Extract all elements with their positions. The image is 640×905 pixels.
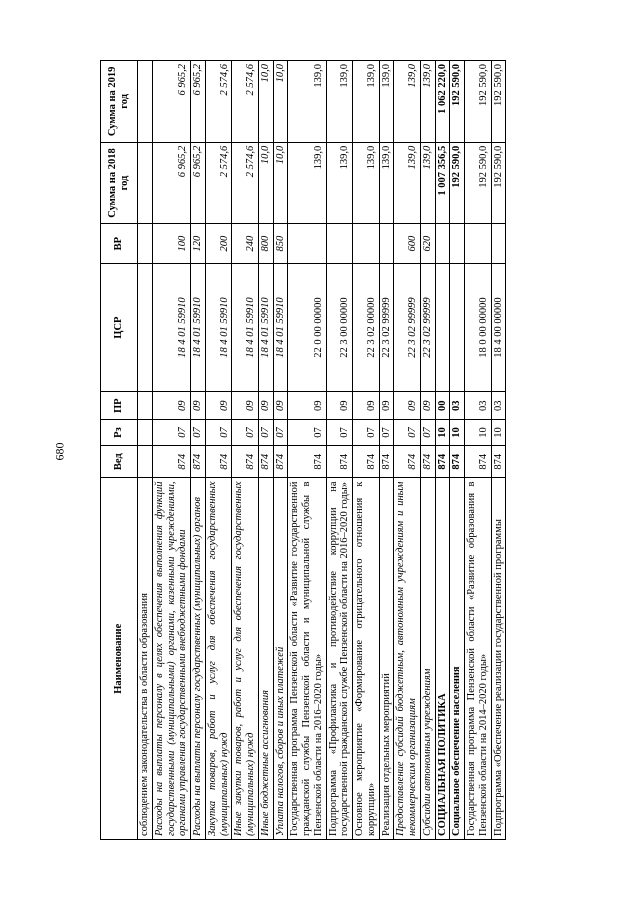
cell-csr: 18 4 01 59910 <box>273 263 288 391</box>
cell-csr: 22 3 02 99999 <box>379 263 394 391</box>
cell-sum-2019: 6 965,2 <box>152 61 190 143</box>
table-header-row <box>101 61 138 840</box>
cell-name: Расходы на выплаты персоналу государственных (муниципальных) органов <box>191 478 206 840</box>
cell-ved: 874 <box>435 445 450 478</box>
cell-rz: 07 <box>288 420 326 446</box>
cell-csr: 18 4 00 00000 <box>491 263 506 391</box>
cell-pr: 03 <box>450 392 465 420</box>
cell-csr: 22 0 00 00000 <box>288 263 326 391</box>
cell-sum-2018: 139,0 <box>288 142 326 224</box>
table-row <box>420 61 435 840</box>
cell-ved: 874 <box>288 445 326 478</box>
cell-csr: 18 0 00 00000 <box>465 263 492 391</box>
cell-vr <box>326 224 353 264</box>
header-pr: ПР <box>101 392 138 420</box>
cell-rz: 07 <box>353 420 380 446</box>
cell-sum-2019: 139,0 <box>353 61 380 143</box>
cell-ved: 874 <box>379 445 394 478</box>
cell-name: Уплата налогов, сборов и иных платежей <box>273 478 288 840</box>
cell-ved: 874 <box>353 445 380 478</box>
table-row <box>450 61 465 840</box>
cell-rz: 07 <box>379 420 394 446</box>
cell-csr: 18 4 01 59910 <box>205 263 232 391</box>
cell-vr: 100 <box>152 224 190 264</box>
cell-vr <box>435 224 450 264</box>
cell-pr: 09 <box>191 392 206 420</box>
cell-csr <box>435 263 450 391</box>
cell-vr: 240 <box>232 224 259 264</box>
table-row <box>273 61 288 840</box>
cell-sum-2019 <box>138 61 153 143</box>
table-row <box>258 61 273 840</box>
cell-sum-2018: 192 590,0 <box>491 142 506 224</box>
cell-pr: 09 <box>420 392 435 420</box>
cell-sum-2019: 2 574,6 <box>205 61 232 143</box>
cell-name: Государственная программа Пензенской области «Развитие государственной гражданской службы Пензенской области и муниципальной службы в Пензенской области на 2016–2020 годы» <box>288 478 326 840</box>
rotated-page <box>100 60 570 840</box>
cell-csr: 22 3 00 00000 <box>326 263 353 391</box>
cell-vr: 200 <box>205 224 232 264</box>
cell-pr: 03 <box>491 392 506 420</box>
cell-sum-2019: 139,0 <box>326 61 353 143</box>
cell-ved: 874 <box>205 445 232 478</box>
cell-name: Государственная программа Пензенской области «Развитие образования в Пензенской области на 2014–2020 годы» <box>465 478 492 840</box>
table-row <box>379 61 394 840</box>
cell-sum-2018: 2 574,6 <box>232 142 259 224</box>
cell-rz: 07 <box>258 420 273 446</box>
table-row <box>353 61 380 840</box>
cell-pr <box>138 392 153 420</box>
table-row <box>491 61 506 840</box>
cell-pr: 09 <box>288 392 326 420</box>
cell-vr <box>465 224 492 264</box>
cell-sum-2018: 192 590,0 <box>450 142 465 224</box>
budget-table <box>100 60 506 840</box>
cell-name: Реализация отдельных мероприятий <box>379 478 394 840</box>
cell-rz: 07 <box>394 420 421 446</box>
cell-ved <box>138 445 153 478</box>
header-csr: ЦСР <box>101 263 138 391</box>
cell-rz: 07 <box>152 420 190 446</box>
cell-pr: 09 <box>273 392 288 420</box>
cell-sum-2019: 10,0 <box>258 61 273 143</box>
cell-csr: 18 4 01 59910 <box>152 263 190 391</box>
cell-ved: 874 <box>191 445 206 478</box>
table-row <box>326 61 353 840</box>
table-row <box>152 61 190 840</box>
cell-csr: 18 4 01 59910 <box>232 263 259 391</box>
cell-vr <box>138 224 153 264</box>
cell-ved: 874 <box>394 445 421 478</box>
cell-sum-2019: 192 590,0 <box>491 61 506 143</box>
cell-vr: 850 <box>273 224 288 264</box>
cell-csr: 22 3 02 00000 <box>353 263 380 391</box>
cell-name: Расходы на выплаты персоналу в целях обеспечения выполнения функций государственными (муниципальными) органами, казенными учреждениями, органами управления государственными внебюджетными фондами <box>152 478 190 840</box>
cell-ved: 874 <box>232 445 259 478</box>
cell-sum-2019: 2 574,6 <box>232 61 259 143</box>
cell-rz: 07 <box>191 420 206 446</box>
cell-name: Предоставление субсидий бюджетным, автономным учреждениям и иным некоммерческим организациям <box>394 478 421 840</box>
cell-ved: 874 <box>258 445 273 478</box>
cell-rz: 07 <box>420 420 435 446</box>
cell-vr: 620 <box>420 224 435 264</box>
cell-sum-2018: 10,0 <box>273 142 288 224</box>
cell-sum-2019: 6 965,2 <box>191 61 206 143</box>
cell-sum-2019: 192 590,0 <box>465 61 492 143</box>
cell-sum-2019: 139,0 <box>420 61 435 143</box>
cell-pr: 09 <box>394 392 421 420</box>
cell-csr: 18 4 01 59910 <box>258 263 273 391</box>
table-row <box>394 61 421 840</box>
cell-vr <box>288 224 326 264</box>
cell-rz: 10 <box>465 420 492 446</box>
cell-pr: 09 <box>232 392 259 420</box>
cell-sum-2018: 139,0 <box>379 142 394 224</box>
cell-sum-2018: 6 965,2 <box>191 142 206 224</box>
cell-vr: 120 <box>191 224 206 264</box>
cell-csr: 22 3 02 99999 <box>394 263 421 391</box>
cell-ved: 874 <box>450 445 465 478</box>
cell-pr: 09 <box>258 392 273 420</box>
cell-sum-2018: 10,0 <box>258 142 273 224</box>
table-row <box>288 61 326 840</box>
cell-pr: 09 <box>326 392 353 420</box>
table-row <box>205 61 232 840</box>
cell-name: Субсидии автономным учреждениям <box>420 478 435 840</box>
cell-sum-2018: 139,0 <box>353 142 380 224</box>
cell-name: Закупка товаров, работ и услуг для обеспечения государственных (муниципальных) нужд <box>205 478 232 840</box>
table-row <box>465 61 492 840</box>
table-row <box>191 61 206 840</box>
cell-sum-2018 <box>138 142 153 224</box>
header-sum-2018: Сумма на 2018 год <box>101 142 138 224</box>
cell-ved: 874 <box>152 445 190 478</box>
table-row <box>435 61 450 840</box>
cell-rz: 07 <box>205 420 232 446</box>
cell-ved: 874 <box>326 445 353 478</box>
header-ved: Вед <box>101 445 138 478</box>
cell-vr: 600 <box>394 224 421 264</box>
cell-sum-2018: 139,0 <box>326 142 353 224</box>
cell-sum-2018: 139,0 <box>420 142 435 224</box>
cell-name: СОЦИАЛЬНАЯ ПОЛИТИКА <box>435 478 450 840</box>
cell-sum-2018: 6 965,2 <box>152 142 190 224</box>
cell-name: соблюдением законодательства в области образования <box>138 478 153 840</box>
cell-ved: 874 <box>465 445 492 478</box>
table-row <box>232 61 259 840</box>
cell-name: Подпрограмма «Обеспечение реализации государственной программы <box>491 478 506 840</box>
cell-csr <box>450 263 465 391</box>
cell-sum-2019: 139,0 <box>379 61 394 143</box>
cell-sum-2018: 139,0 <box>394 142 421 224</box>
cell-rz <box>138 420 153 446</box>
cell-name: Социальное обеспечение населения <box>450 478 465 840</box>
cell-rz: 10 <box>491 420 506 446</box>
cell-sum-2019: 192 590,0 <box>450 61 465 143</box>
cell-pr: 09 <box>353 392 380 420</box>
header-rz: Рз <box>101 420 138 446</box>
cell-name: Иные бюджетные ассигнования <box>258 478 273 840</box>
cell-sum-2019: 1 062 220,0 <box>435 61 450 143</box>
cell-rz: 07 <box>326 420 353 446</box>
cell-rz: 10 <box>435 420 450 446</box>
cell-rz: 07 <box>273 420 288 446</box>
cell-sum-2018: 192 590,0 <box>465 142 492 224</box>
cell-csr: 18 4 01 59910 <box>191 263 206 391</box>
cell-rz: 07 <box>232 420 259 446</box>
cell-ved: 874 <box>491 445 506 478</box>
table-body <box>138 61 506 840</box>
cell-pr: 09 <box>379 392 394 420</box>
cell-vr <box>379 224 394 264</box>
cell-sum-2018: 1 007 356,5 <box>435 142 450 224</box>
header-vr: ВР <box>101 224 138 264</box>
cell-ved: 874 <box>273 445 288 478</box>
cell-vr <box>450 224 465 264</box>
cell-csr <box>138 263 153 391</box>
cell-name: Иные закупки товаров, работ и услуг для обеспечения государственных (муниципальных) нужд <box>232 478 259 840</box>
page-number: 680 <box>52 442 67 461</box>
cell-pr: 00 <box>435 392 450 420</box>
cell-name: Подпрограмма «Профилактика и противодействие коррупции на государственной гражданской службе Пензенской области на 2016–2020 годы» <box>326 478 353 840</box>
cell-csr: 22 3 02 99999 <box>420 263 435 391</box>
table-row <box>138 61 153 840</box>
cell-sum-2019: 139,0 <box>394 61 421 143</box>
cell-sum-2019: 139,0 <box>288 61 326 143</box>
cell-ved: 874 <box>420 445 435 478</box>
cell-name: Основное мероприятие «Формирование отрицательного отношения к коррупции» <box>353 478 380 840</box>
cell-rz: 10 <box>450 420 465 446</box>
cell-pr: 09 <box>152 392 190 420</box>
header-name: Наименование <box>101 478 138 840</box>
cell-vr <box>353 224 380 264</box>
header-sum-2019: Сумма на 2019 год <box>101 61 138 143</box>
cell-vr <box>491 224 506 264</box>
cell-pr: 09 <box>205 392 232 420</box>
cell-vr: 800 <box>258 224 273 264</box>
cell-pr: 03 <box>465 392 492 420</box>
cell-sum-2018: 2 574,6 <box>205 142 232 224</box>
cell-sum-2019: 10,0 <box>273 61 288 143</box>
